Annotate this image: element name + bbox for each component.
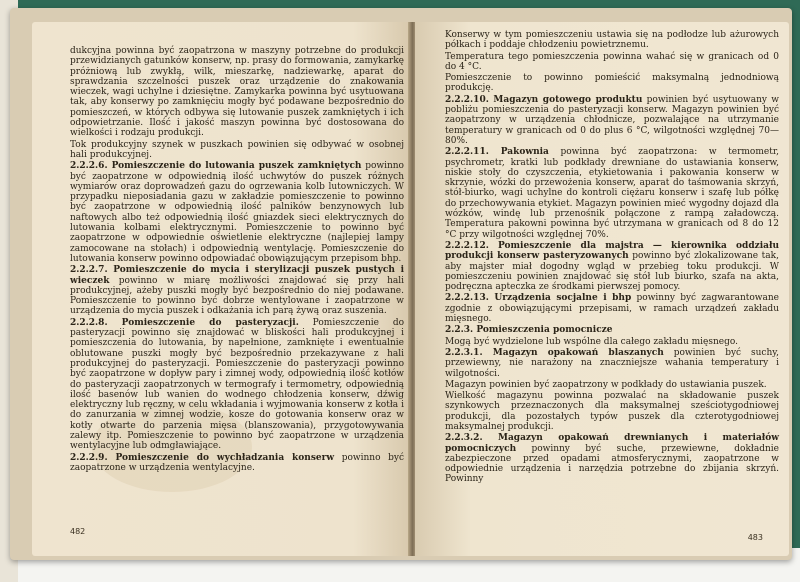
paragraph: Temperatura tego pomieszczenia powinna wahać się w granicach od 0 do 4 °C. (445, 51, 779, 72)
paragraph: 2.2.2.8. Pomieszczenie do pasteryzacji. Pomieszczenie do pasteryzacji powinno się znajdować w bliskości hali produkcyjnej i pomieszczenia do lutowania, by napełnione, zamknięte i ewentualnie oblutowane puszki mogły być bezpośrednio przekazywane z hali produkcyjnej do pasteryzacji. Pomieszczenie do pasteryzacji powinno być zaopatrzone w dopływ pary i zimnej wody, odpowiednią ilość kotłów do pasteryzacji zaopatrzonych w termografy i termometry, odpowiednią ilość basenów lub wanien do wodnego chłodzenia konserw, dźwig elektryczny lub ręczny, w celu wkładania i wyjmowania konserw z kotła i do zanurzania w zimnej wodzie, kosze do gotowania konserw oraz w kotły otwarte do parzenia mięsa (blanszowania), przygotowywania zalewy itp. Pomieszczenie to powinno być zaopatrzone w urządzenia wentylacyjne lub odmgławiające. (70, 317, 404, 452)
paragraph: 2.2.3.1. Magazyn opakowań blaszanych powinien być suchy, przewiewny, nie narażony na znaczniejsze wahania temperatury i wilgotności. (445, 347, 779, 379)
section-heading: 2.2.2.9. Pomieszczenie do wychładzania konserw (70, 452, 335, 463)
open-book (10, 8, 792, 560)
section-heading: 2.2.3.1. Magazyn opakowań blaszanych (445, 347, 664, 358)
section-heading: 2.2.2.11. Pakownia (445, 147, 549, 158)
paragraph: Konserwy w tym pomieszczeniu ustawia się na podłodze lub ażurowych półkach i poddaje chłodzeniu powietrznemu. (445, 30, 779, 51)
section-heading: 2.2.2.8. Pomieszczenie do pasteryzacji. (70, 317, 299, 328)
paragraph: 2.2.2.11. Pakownia powinna być zaopatrzona: w termometr, psychrometr, kratki lub podkłady drewniane do ustawiania konserw, niskie stoły do czyszczenia, etykietowania i pakowania konserw w skrzynie, wózki do przewożenia konserw, aparat do taśmowania skrzyń, stół-biurko, wagi uchylne do kontroli ciężaru konserw i szafę lub półkę do przechowywania etykiet. Magazyn powinien mieć wygodny dojazd dla wózków, windę lub przenośnik połączone z rampą załadowczą. Temperatura pakowni powinna być utrzymana w granicach od 8 do 12 °C przy wilgotności względnej 70%. (445, 147, 779, 240)
paragraph: Magazyn powinien być zaopatrzony w podkłady do ustawiania puszek. (445, 379, 767, 390)
left-page (32, 22, 410, 556)
paragraph: Tok produkcyjny szynek w puszkach powinien się odbywać w osobnej hali produkcyjnej. (70, 139, 404, 160)
section-heading: 2.2.3. Pomieszczenia pomocnicze (445, 325, 613, 336)
paragraph: 2.2.2.13. Urządzenia socjalne i bhp powinny być zagwarantowane zgodnie z obowiązującymi przepisami, w ramach urządzeń zakładu mięsnego. (445, 293, 779, 325)
page-number-right: 483 (747, 533, 763, 542)
page-number-left: 482 (70, 527, 86, 536)
section-heading: 2.2.2.12. Pomieszczenie dla majstra — kierownika oddziału produkcji konserw pasteryzowanych (445, 240, 779, 262)
section-heading: 2.2.2.13. Urządzenia socjalne i bhp (445, 293, 632, 304)
paragraph: 2.2.2.9. Pomieszczenie do wychładzania konserw powinno być zaopatrzone w urządzenia wentylacyjne. (70, 452, 404, 473)
paragraph: Pomieszczenie to powinno pomieścić maksymalną jednodniową produkcję. (445, 73, 779, 94)
paragraph: 2.2.2.7. Pomieszczenie do mycia i sterylizacji puszek pustych i wieczek powinno w miarę możliwości znajdować się przy hali produkcyjnej, ażeby puszki mogły być bezpośrednio do niej podawane. Pomieszczenie to powinno być dobrze wentylowane i zaopatrzone w urządzenia do mycia puszek i odkażania ich parą żywą oraz suszenia. (70, 265, 404, 317)
section-heading: 2.2.2.7. Pomieszczenie do mycia i sterylizacji puszek pustych i wieczek (70, 265, 404, 286)
paragraph: 2.2.2.10. Magazyn gotowego produktu powinien być usytuowany w pobliżu pomieszczenia do pasteryzacji konserw. Magazyn powinien być zaopatrzony w urządzenia chłodnicze, pozwalające na utrzymanie temperatury w granicach od 0 do plus 6 °C, wilgotności względnej 70—80%. (445, 94, 779, 146)
left-page-text (70, 46, 404, 473)
right-page (415, 22, 789, 556)
paragraph: 2.2.3.2. Magazyn opakowań drewnianych i materiałów pomocniczych powinny być suche, przewiewne, dokładnie zabezpieczone przed opadami atmosferycznymi, zaopatrzone w odpowiednie urządzenia i narzędzia potrzebne do zbijania skrzyń. Powinny (445, 433, 779, 485)
paragraph: Mogą być wydzielone lub wspólne dla całego zakładu mięsnego. (445, 336, 738, 347)
paragraph: dukcyjna powinna być zaopatrzona w maszyny potrzebne do produkcji przewidzianych gatunków konserw, np. prasy do formowania, zamykarkę próżniową lub zwykłą, wilk, mieszarkę, nadziewarkę, aparat do sprawdzania szczelności puszek oraz urządzenie do znakowania wieczek, wagi uchylne i dziesiętne. Zamykarka powinna być usytuowana tak, aby konserwy po zamknięciu mogły być podawane bezpośrednio do pomieszczeń, w których odbywa się lutowanie puszek zamkniętych i ich odpowietrzanie. Ilość i jakość maszyn powinna być dostosowana do wielkości i rodzaju produkcji. (70, 46, 404, 139)
section-heading: 2.2.3.2. Magazyn opakowań drewnianych i materiałów pomocniczych (445, 433, 779, 454)
paragraph: 2.2.2.6. Pomieszczenie do lutowania puszek zamkniętych powinno być zaopatrzone w odpowiednią ilość uchwytów do puszek różnych wymiarów oraz doprowadzeń gazu do ogrzewania kolb lutowniczych. W przypadku nieposiadania gazu w zakładzie pomieszczenie to powinno być zaopatrzone w odpowiednią ilość palników benzynowych lub naftowych albo też odpowiednią ilość gniazdek sieci elektrycznych do lutowania kolbami elektrycznymi. Pomieszczenie to powinno być zaopatrzone w odpowiednie oświetlenie elektryczne (najlepiej lampy zamocowane na stołach) i odpowiednią wentylację. Pomieszczenie do lutowania konserw powinno odpowiadać obowiązującym przepisom bhp. (70, 161, 404, 264)
right-page-text (445, 30, 779, 485)
section-heading: 2.2.2.6. Pomieszczenie do lutowania puszek zamkniętych (70, 161, 362, 172)
paragraph: 2.2.2.12. Pomieszczenie dla majstra — kierownika oddziału produkcji konserw pasteryzowanych powinno być zlokalizowane tak, aby majster miał dogodny wgląd w przebieg toku produkcji. W pomieszczeniu powinien znajdować się stół lub biurko, szafa na akta, podręczna apteczka ze środkami pierwszej pomocy. (445, 240, 779, 293)
paragraph: Wielkość magazynu powinna pozwalać na składowanie puszek szynkowych przeznaczonych dla maksymalnej sześciotygodniowej produkcji, dla pozostałych typów puszek dla czterotygodniowej maksymalnej produkcji. (445, 391, 779, 432)
paragraph (445, 325, 779, 335)
section-heading: 2.2.2.10. Magazyn gotowego produktu (445, 94, 643, 105)
